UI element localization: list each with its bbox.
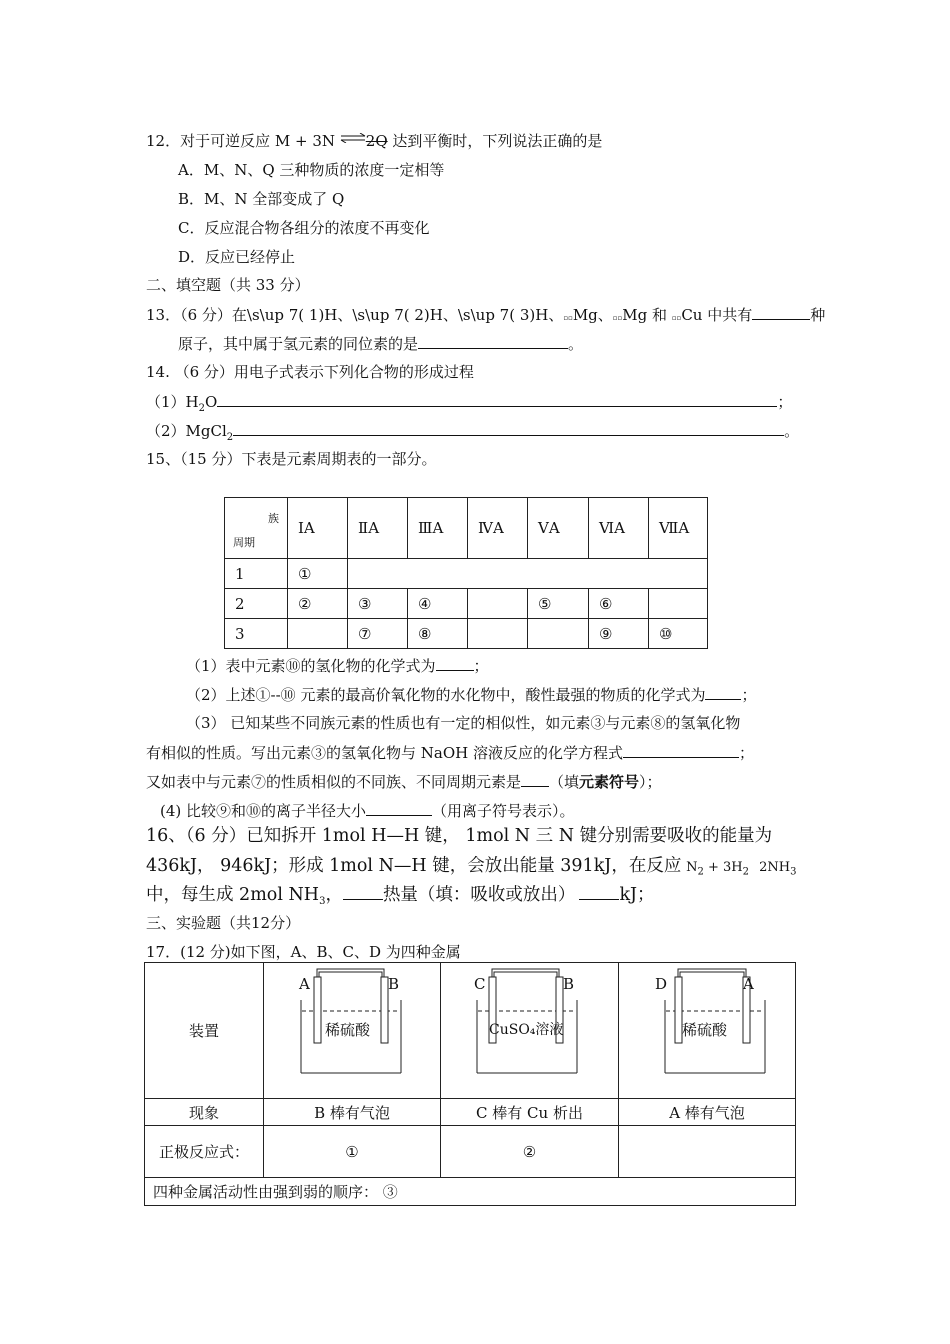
- q12-option-d: D．反应已经停止: [178, 248, 296, 266]
- table-cell: ⑥: [589, 589, 649, 619]
- electrode-left-label: D: [655, 975, 668, 993]
- phenomenon-cell: B 棒有气泡: [264, 1099, 441, 1126]
- q12-stem: 12．对于可逆反应 M + 3N 2Q 达到平衡时，下列说法正确的是: [146, 131, 602, 151]
- q16-blank-kj[interactable]: [579, 884, 619, 900]
- equilibrium-arrow-icon: [340, 128, 366, 148]
- apparatus-cell: [441, 963, 619, 1099]
- phenomenon-cell: C 棒有 Cu 析出: [441, 1099, 619, 1126]
- q15-part2: （2）上述①--⑩ 元素的最高价氧化物的水化物中，酸性最强的物质的化学式为 ；: [186, 686, 757, 704]
- q12-option-b: B．M、N 全部变成了 Q: [178, 190, 345, 208]
- isotope-mark-icon: ▫▫: [671, 314, 682, 322]
- electrode-left-label: C: [474, 975, 486, 993]
- solution-label: 稀硫酸: [682, 1021, 728, 1039]
- equation-cell[interactable]: ②: [441, 1126, 619, 1178]
- equation-cell[interactable]: ①: [264, 1126, 441, 1178]
- table-cell: [649, 589, 708, 619]
- group-header: ⅤA: [528, 498, 589, 559]
- q16-line3: 中，每生成 2mol $NH_3$， 热量（填：吸收或放出） kJ；: [146, 885, 655, 907]
- phenomenon-cell: A 棒有气泡: [619, 1099, 796, 1126]
- row-label-device: 装置: [145, 963, 264, 1099]
- table-cell: ②: [288, 589, 348, 619]
- q15-blank-5[interactable]: [366, 800, 432, 816]
- electrode-right-label: A: [743, 975, 754, 993]
- isotope-mark-icon: ▫▫: [612, 314, 623, 322]
- table-cell: ④: [408, 589, 468, 619]
- group-header: ⅠA: [288, 498, 348, 559]
- section-fill-blank-title: 二、填空题（共 33 分）: [146, 276, 310, 294]
- table-cell: [528, 619, 589, 649]
- equation-cell[interactable]: [619, 1126, 796, 1178]
- period-label: 2: [225, 589, 288, 619]
- q15-part3-line2: 有相似的性质。写出元素③的氢氧化物与 NaOH 溶液反应的化学方程式 ；: [146, 744, 755, 762]
- group-header: ⅢA: [408, 498, 468, 559]
- table-cell: [468, 619, 528, 649]
- table-corner: 族 周期: [225, 498, 288, 559]
- activity-order-row[interactable]: 四种金属活动性由强到弱的顺序： ③: [145, 1178, 796, 1206]
- q13-blank-count[interactable]: [752, 304, 810, 320]
- group-header: ⅡA: [348, 498, 408, 559]
- section-experiment-title: 三、实验题（共12分）: [146, 914, 301, 932]
- apparatus-cell: [619, 963, 796, 1099]
- q15-part3-line1: （3） 已知某些不同族元素的性质也有一定的相似性，如元素③与元素⑧的氢氧化物: [186, 714, 741, 732]
- q15-part4: (4) 比较⑨和⑩的离子半径大小 （用离子符号表示）。: [160, 802, 575, 820]
- q15-title: 15、（15 分）下表是元素周期表的一部分。: [146, 450, 437, 468]
- q15-part3-line3: 又如表中与元素⑦的性质相似的不同族、不同周期元素是 （填元素符号）；: [146, 773, 662, 791]
- q15-part1: （1）表中元素⑩的氢化物的化学式为 ；: [186, 657, 489, 675]
- q12-option-c: C．反应混合物各组分的浓度不再变化: [178, 219, 430, 237]
- isotope-mark-icon: ▫▫: [563, 314, 573, 322]
- table-cell: ⑩: [649, 619, 708, 649]
- table-cell: ⑦: [348, 619, 408, 649]
- periodic-table: [224, 497, 708, 649]
- electrode-right-label: B: [388, 975, 400, 993]
- electrode-right-label: B: [563, 975, 575, 993]
- table-cell: [288, 619, 348, 649]
- table-cell: ③: [348, 589, 408, 619]
- q13-blank-isotopes[interactable]: [418, 333, 568, 349]
- table-cell: ⑧: [408, 619, 468, 649]
- table-cell: [468, 589, 528, 619]
- table-cell-empty: [348, 559, 708, 589]
- q17-title: 17．(12 分)如下图，A、B、C、D 为四种金属: [146, 943, 461, 961]
- solution-label: CuSO₄溶液: [489, 1022, 564, 1038]
- group-header: ⅣA: [468, 498, 528, 559]
- q14-item1: $(1)H_2O$ ；: [146, 393, 793, 414]
- q15-blank-2[interactable]: [705, 684, 741, 700]
- table-cell: ①: [288, 559, 348, 589]
- q16-blank-heat[interactable]: [343, 884, 383, 900]
- q16-line1: 16、（6 分）已知拆开 1mol H—H 键， 1mol N 三 N 键分别需要吸收的能量为: [146, 826, 773, 846]
- period-label: 1: [225, 559, 288, 589]
- group-header: ⅦA: [649, 498, 708, 559]
- q14-blank-1[interactable]: [217, 391, 777, 407]
- electrode-left-label: A: [299, 975, 310, 993]
- q13-line1: 13．（6 分）在\s\up 7( 1)H、\s\up 7( 2)H、\s\up 7( 3)H、▫▫Mg、▫▫Mg 和 ▫▫Cu 中共有 种: [146, 306, 826, 324]
- q16-line2: 436kJ， 946kJ；形成 1mol N—H 键，会放出能量 391kJ，在反应 $N_2 + 3H_2$ $2NH_3$: [146, 856, 797, 878]
- q15-blank-3[interactable]: [623, 742, 739, 758]
- experiment-table: [144, 962, 796, 1206]
- q12-option-a: A．M、N、Q 三种物质的浓度一定相等: [178, 161, 445, 179]
- period-label: 3: [225, 619, 288, 649]
- q14-title: 14. （6 分）用电子式表示下列化合物的形成过程: [146, 363, 474, 381]
- solution-label: 稀硫酸: [325, 1021, 371, 1039]
- table-cell: ⑤: [528, 589, 589, 619]
- q15-blank-1[interactable]: [436, 655, 474, 671]
- q15-blank-4[interactable]: [521, 771, 549, 787]
- q14-blank-2[interactable]: [233, 420, 784, 436]
- row-label-phenomenon: 现象: [145, 1099, 264, 1126]
- q13-line2: 原子，其中属于氢元素的同位素的是 。: [178, 335, 584, 353]
- apparatus-cell: [264, 963, 441, 1099]
- q16-equation: $N_2 + 3H_2$ $2NH_3$: [686, 860, 797, 878]
- row-label-positive-electrode: 正极反应式：: [145, 1126, 264, 1178]
- group-header: ⅥA: [589, 498, 649, 559]
- table-cell: ⑨: [589, 619, 649, 649]
- q14-item2: （2）MgCl$_2$ 。: [146, 422, 800, 443]
